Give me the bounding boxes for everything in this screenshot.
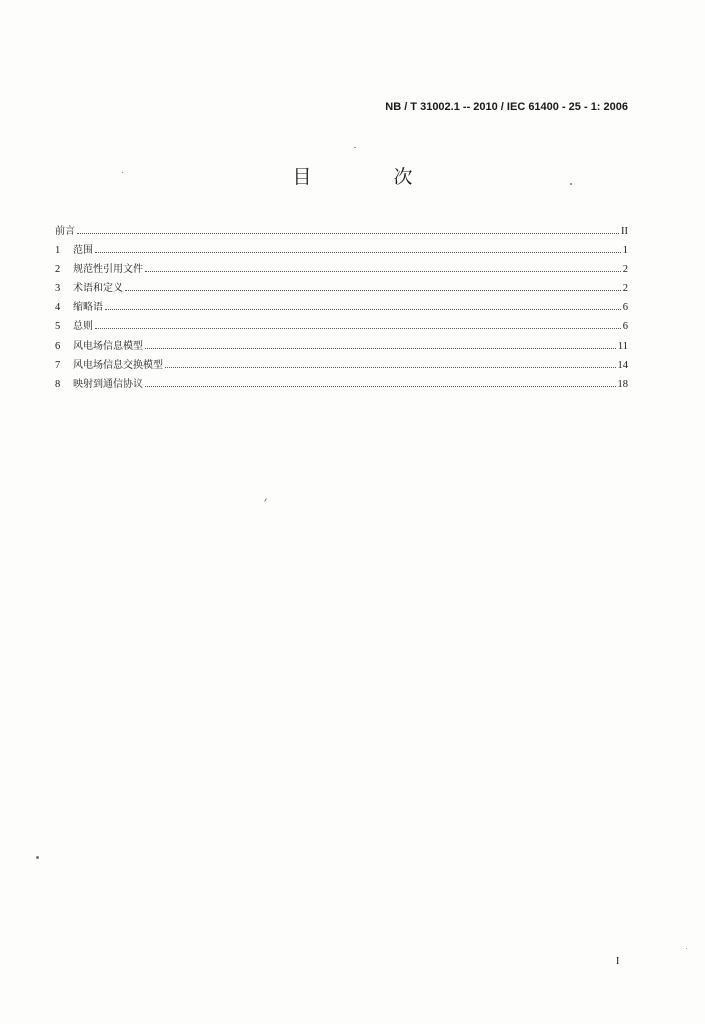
toc-leader-dots [95,252,621,253]
toc-title: 目 次 [292,166,451,188]
toc-entry-number: 8 [55,378,61,390]
toc-entry-label: 范围 [73,245,93,257]
toc-entry-label: 规范性引用文件 [73,264,143,276]
toc-entry-abbreviations[interactable] [55,298,628,317]
toc-entry-number: 6 [55,340,61,352]
toc-entry-page: 2 [622,264,628,276]
toc-entry-label: 风电场信息模型 [73,340,143,352]
scan-speck [686,948,687,949]
toc-entry-number: 5 [55,321,61,333]
toc-leader-dots [145,271,621,272]
toc-entry-number: 4 [55,302,61,314]
toc-entry-foreword[interactable] [55,222,628,241]
toc-entry-normative-references[interactable] [55,260,628,279]
toc-entry-page: 1 [622,245,628,257]
toc-entry-exchange-model[interactable] [55,356,628,375]
toc-entry-label: 术语和定义 [73,283,123,295]
toc-entry-page: 2 [622,283,628,295]
toc-entry-label: 总则 [73,321,93,333]
toc-entry-page: 11 [617,340,628,352]
toc-entry-label: 风电场信息交换模型 [73,359,163,371]
toc-leader-dots [165,367,616,368]
page-number: I [616,956,620,967]
scan-speck [354,147,356,148]
scan-speck [570,183,572,185]
scan-speck [264,498,267,502]
toc-entry-page: 18 [617,378,628,390]
scan-speck [122,172,123,173]
toc-entry-page: 6 [622,321,628,333]
table-of-contents [55,222,628,394]
toc-entry-label: 前言 [55,226,75,237]
toc-entry-label: 映射到通信协议 [73,378,143,390]
toc-leader-dots [77,233,619,234]
toc-entry-page: 6 [622,302,628,314]
toc-entry-page: II [621,226,628,237]
toc-entry-number: 1 [55,245,61,257]
standard-number-header: NB / T 31002.1 -- 2010 / IEC 61400 - 25 - 1: 2006 [385,101,628,113]
toc-entry-number: 3 [55,283,61,295]
toc-leader-dots [125,290,621,291]
toc-entry-number: 2 [55,264,61,276]
toc-leader-dots [95,328,621,329]
toc-leader-dots [105,309,621,310]
toc-entry-information-model[interactable] [55,337,628,356]
toc-entry-label: 缩略语 [73,302,103,314]
toc-entry-protocol-mapping[interactable] [55,375,628,394]
scan-speck [36,856,39,859]
toc-entry-number: 7 [55,359,61,371]
toc-entry-general[interactable] [55,317,628,336]
toc-entry-scope[interactable] [55,241,628,260]
toc-entry-terms-definitions[interactable] [55,279,628,298]
toc-leader-dots [145,386,616,387]
toc-entry-page: 14 [617,359,628,371]
toc-leader-dots [145,348,616,349]
